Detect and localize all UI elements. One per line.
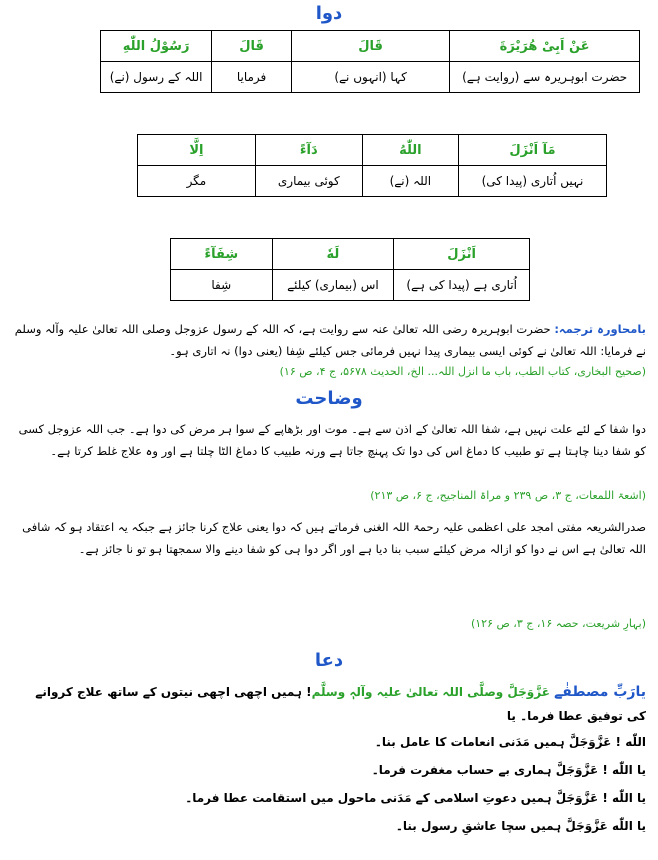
heading-dua: دعا [314, 650, 344, 671]
heading-dawa: دوا [315, 3, 343, 24]
word-table-3 [170, 238, 530, 301]
dua-green-phrase: عَزَّوَجَلَّ وصلَّی اللہ تعالیٰ علیہ وآلہٖ وسلَّم [311, 685, 550, 699]
t2-ar-2: اللّٰهُ [362, 135, 458, 166]
t3-ur-1: اُتاری ہے (پیدا کی ہے) [394, 270, 530, 301]
heading-wazahat: وضاحت [295, 388, 363, 409]
t1-ar-3: قَالَ [212, 31, 292, 62]
t1-ur-3: فرمایا [212, 62, 292, 93]
t1-ur-1: حضرت ابوہریرہ سے (روایت ہے) [450, 62, 640, 93]
t2-ur-1: نہیں اُتاری (پیدا کی) [458, 166, 606, 197]
translation-reference: (صحیح البخاری، کتاب الطب، باب ما انزل اللہ... الخ، الحدیث ۵۶۷۸، ج ۴، ص ۱۶) [279, 365, 646, 378]
t2-ar-3: دَآءً [255, 135, 362, 166]
dua-line1-text: ! ہمیں اچھی اچھی نیتوں کے ساتھ علاج کروانے کی توفیق عطا فرما۔ [35, 685, 646, 723]
dua-line-5: یا اللّٰه عَزَّوَجَلَّ ہمیں سچا عاشقِ رسول بنا۔ [395, 819, 646, 833]
word-table-2 [137, 134, 607, 197]
t1-ar-1: عَنْ اَبِیْ هُرَیْرَةَ [450, 31, 640, 62]
dua-line-3: یا اللّٰه ! عَزَّوَجَلَّ ہماری بے حساب مغفرت فرما۔ [371, 763, 646, 777]
t3-ar-3: شِفَآءً [171, 239, 273, 270]
t2-ur-2: اللہ (نے) [362, 166, 458, 197]
dua-lead: یارَبِّ مصطفٰے [554, 684, 646, 700]
t2-ur-4: مگر [138, 166, 256, 197]
t1-ar-4: رَسُوْلُ اللّٰهِ [101, 31, 212, 62]
translation-label: بامحاورہ ترجمہ: [554, 322, 646, 336]
t3-ar-1: اَنْزَلَ [394, 239, 530, 270]
t1-ur-2: کہا (انہوں نے) [291, 62, 449, 93]
explanation-reference-2: (بہارِ شریعت، حصہ ۱۶، ج ۳، ص ۱۲۶) [470, 617, 646, 630]
translation-text: حضرت ابوہریرہ رضی اللہ تعالیٰ عنہ سے روایت ہے، کہ اللہ کے رسول عزوجل وصلی اللہ تعالیٰ علیہ وآلہ وسلم نے فرمایا: اللہ تعالیٰ نے کوئی ایسی بیماری پیدا نہیں فرمائی جس کیلئے شِفا (یعنی دوا) نہ اتاری ہو۔ [14, 322, 646, 358]
translation-paragraph [14, 318, 646, 362]
explanation-reference-1: (اشعۃ اللمعات، ج ۳، ص ۲۳۹ و مراۃ المناجیح، ج ۶، ص ۲۱۳) [370, 489, 646, 502]
dua-line-2: اللّٰه ! عَزَّوَجَلَّ ہمیں مَدَنی انعامات کا عامل بنا۔ [374, 735, 646, 749]
t3-ar-2: لَهٗ [272, 239, 394, 270]
t3-ur-2: اس (بیماری) کیلئے [272, 270, 394, 301]
t1-ar-2: قَالَ [291, 31, 449, 62]
t2-ar-4: اِلَّا [138, 135, 256, 166]
t3-ur-3: شِفا [171, 270, 273, 301]
dua-line1-end: یا [506, 709, 516, 723]
explanation-paragraph-1: دوا شفا کے لئے علت نہیں ہے، شفا اللہ تعالیٰ کے اذن سے ہے۔ موت اور بڑھاپے کے سوا ہر مرض کی دوا ہے۔ جب اللہ عزوجل کسی کو شفا دینا چاہتا ہے تو طبیب کا دماغ اس کی دوا تک پہنچ جاتا ہے ورنہ طبیب کا دماغ الٹا چلتا ہے اور وہ علاج غلط کرتا ہے۔ [18, 422, 646, 458]
dua-line-4: یا اللّٰه ! عَزَّوَجَلَّ ہمیں دعوتِ اسلامی کے مَدَنی ماحول میں استقامت عطا فرما۔ [185, 791, 646, 805]
t2-ur-3: کوئی بیماری [255, 166, 362, 197]
word-table-1 [100, 30, 640, 93]
explanation-paragraph-2: صدرالشریعہ مفتی امجد علی اعظمی علیہ رحمۃ اللہ الغنی فرماتے ہیں کہ دوا یعنی علاج کرنا جائز ہے جبکہ یہ اعتقاد ہو کہ شافی اللہ تعالیٰ ہے اس نے دوا کو ازالہ مرض کیلئے سبب بنا دیا ہے اور اگر دوا ہی کو شفا دینے والا سمجھتا ہو تو نا جائز ہے۔ [22, 520, 646, 556]
t1-ur-4: اللہ کے رسول (نے) [101, 62, 212, 93]
dua-line-1 [14, 680, 646, 728]
t2-ar-1: مَآ اَنْزَلَ [458, 135, 606, 166]
